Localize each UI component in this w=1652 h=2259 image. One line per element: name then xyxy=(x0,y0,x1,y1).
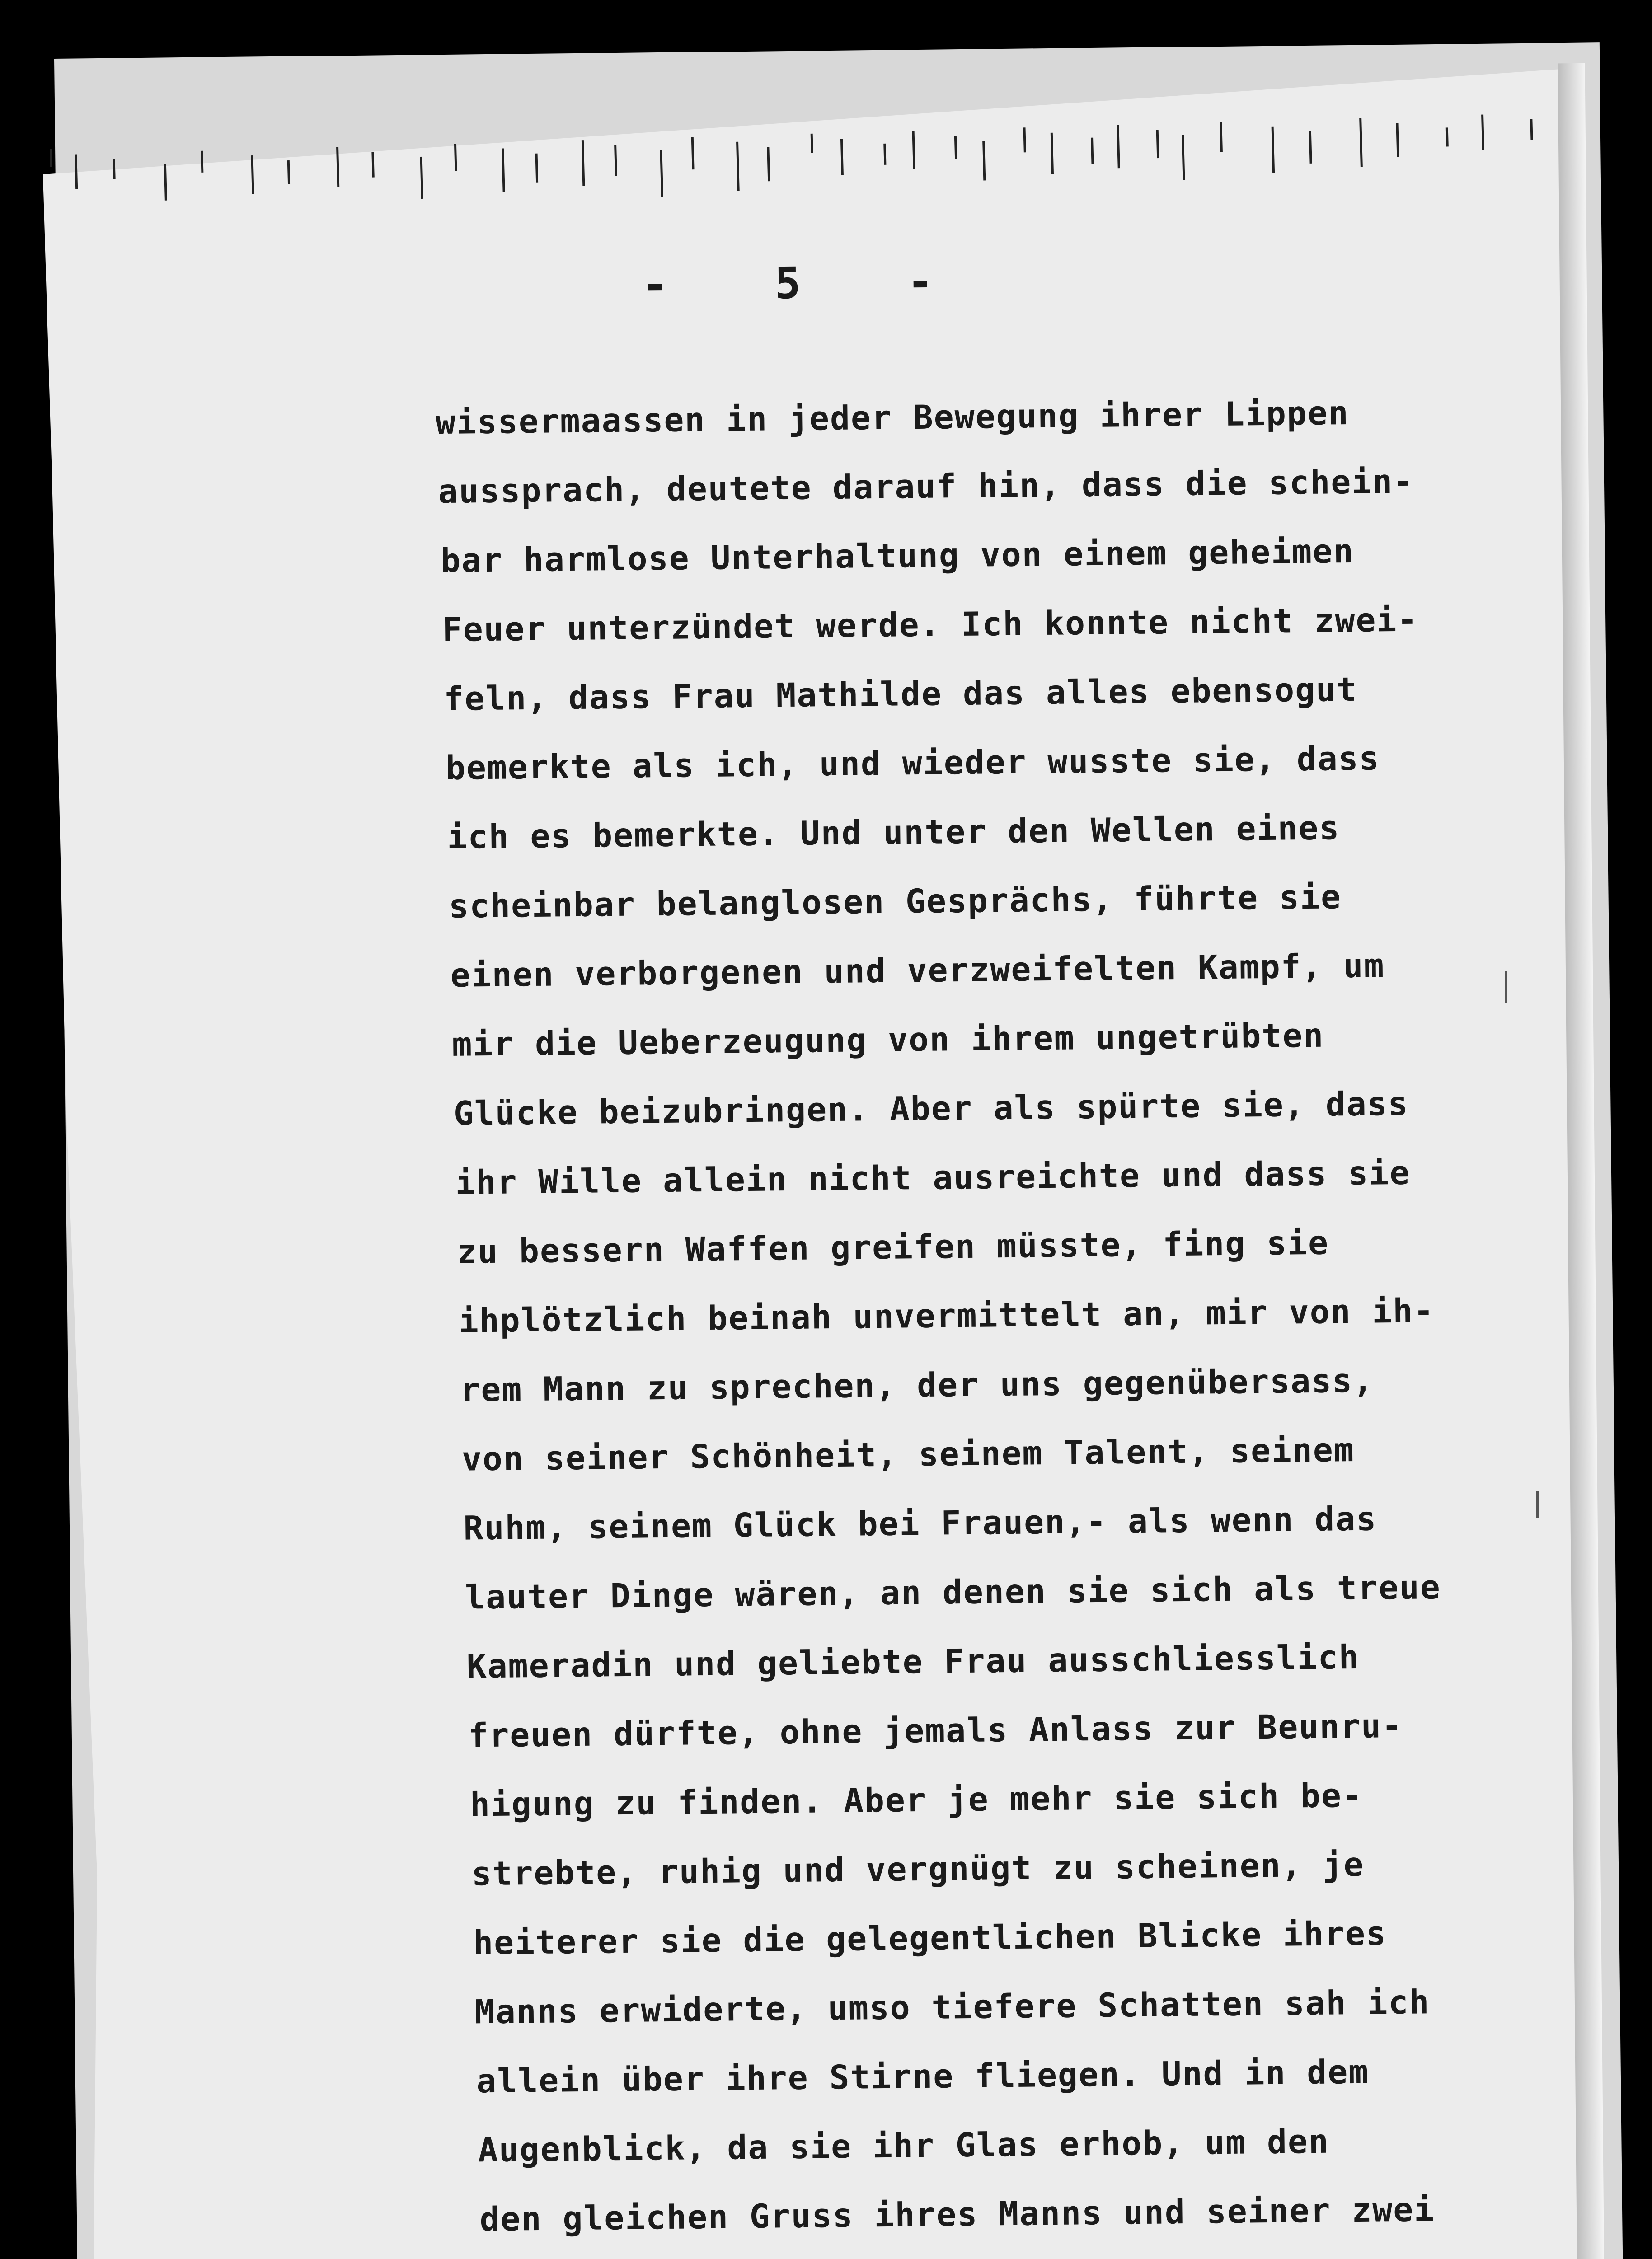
perforation-tick xyxy=(912,131,915,169)
perforation-tick xyxy=(1396,123,1399,157)
perforation-tick xyxy=(1481,114,1484,150)
perforation-tick xyxy=(691,137,695,169)
perforation-tick xyxy=(420,157,423,199)
perforation-tick xyxy=(1309,131,1312,164)
perforation-tick xyxy=(251,155,254,194)
text-line: Ruhm, seinem Glück bei Frauen,- als wenn das xyxy=(463,1500,1377,1548)
text-line: ich es bemerkte. Und unter den Wellen eines xyxy=(447,809,1340,857)
perforation-tick xyxy=(1051,133,1054,174)
perforation-tick xyxy=(1220,122,1223,152)
perforation-tick xyxy=(1359,118,1363,167)
text-line: Manns erwiderte, umso tiefere Schatten sah ich xyxy=(474,1983,1430,2032)
text-line: heiterer sie die gelegentlichen Blicke ihres xyxy=(473,1914,1387,1963)
text-line: einen verborgenen und verzweifelten Kampf, um xyxy=(450,947,1385,995)
perforation-tick xyxy=(582,140,585,186)
text-line: Glücke beizubringen. Aber als spürte sie, dass xyxy=(453,1084,1409,1133)
text-line: ihr Wille allein nicht ausreichte und dass sie xyxy=(455,1153,1411,1202)
text-line: Kameradin und geliebte Frau ausschliesslich xyxy=(466,1638,1360,1686)
perforation-tick xyxy=(113,159,116,179)
text-line: den gleichen Gruss ihres Manns und seiner zwei xyxy=(479,2190,1435,2239)
perforation-tick xyxy=(336,147,339,187)
page-number: - 5 - xyxy=(642,256,952,310)
text-line: wissermaassen in jeder Bewegung ihrer Lippen xyxy=(435,394,1350,442)
perforation-tick xyxy=(982,141,986,180)
perforation-tick xyxy=(535,154,539,183)
perforation-tick xyxy=(164,164,167,201)
text-line: mir die Ueberzeugung von ihrem ungetrübten xyxy=(451,1016,1324,1064)
text-line: feln, dass Frau Mathilde das alles ebensogut xyxy=(443,670,1358,718)
perforation-tick xyxy=(454,144,457,171)
text-line: higung zu finden. Aber je mehr sie sich be- xyxy=(469,1776,1363,1824)
text-line: freuen dürfte, ohne jemals Anlass zur Beunru- xyxy=(468,1706,1403,1755)
text-line: Augenblick, da sie ihr Glas erhob, um den xyxy=(478,2122,1330,2170)
perforation-tick xyxy=(614,145,617,176)
perforation-tick xyxy=(287,160,290,184)
perforation-tick xyxy=(1023,127,1026,152)
text-line: aussprach, deutete darauf hin, dass die schein- xyxy=(438,462,1414,511)
perforation-tick xyxy=(1156,130,1159,158)
text-line: Feuer unterzündet werde. Ich konnte nicht zwei- xyxy=(442,600,1418,650)
text-line: strebte, ruhig und vergnügt zu scheinen, je xyxy=(471,1845,1365,1893)
perforation-tick xyxy=(954,136,957,159)
text-line: von seiner Schönheit, seinem Talent, seinem xyxy=(461,1430,1355,1479)
text-line: allein über ihre Stirne fliegen. Und in dem xyxy=(476,2053,1370,2101)
perforation-tick xyxy=(1446,127,1449,146)
perforation-tick xyxy=(1117,125,1120,168)
text-line: bemerkte als ich, und wieder wusste sie, dass xyxy=(445,739,1380,787)
text-line: lauter Dinge wären, an denen sie sich als treue xyxy=(465,1568,1441,1617)
perforation-tick xyxy=(1272,127,1275,173)
text-line: scheinbar belanglosen Gesprächs, führte sie xyxy=(448,878,1342,926)
perforation-tick xyxy=(1182,135,1185,180)
perforation-tick xyxy=(883,144,886,165)
perforation-tick xyxy=(767,147,770,181)
perforation-tick xyxy=(736,142,740,191)
text-line: ihplötzlich beinah unvermittelt an, mir von ih- xyxy=(458,1292,1435,1340)
perforation-tick xyxy=(50,149,52,167)
text-line: rem Mann zu sprechen, der uns gegenübersass, xyxy=(460,1361,1374,1410)
perforation-tick xyxy=(660,150,663,197)
perforation-tick xyxy=(840,139,844,175)
perforation-tick xyxy=(75,155,78,189)
perforation-tick xyxy=(201,151,203,173)
perforation-tick xyxy=(1091,138,1094,164)
text-line: bar harmlose Unterhaltung von einem geheimen xyxy=(440,532,1355,581)
perforation-tick xyxy=(1530,119,1533,140)
perforation-tick xyxy=(371,152,374,177)
perforation-tick xyxy=(502,148,505,192)
body-text xyxy=(435,377,1548,2254)
text-line: zu bessern Waffen greifen müsste, fing sie xyxy=(456,1223,1329,1271)
perforation-tick xyxy=(811,134,813,153)
